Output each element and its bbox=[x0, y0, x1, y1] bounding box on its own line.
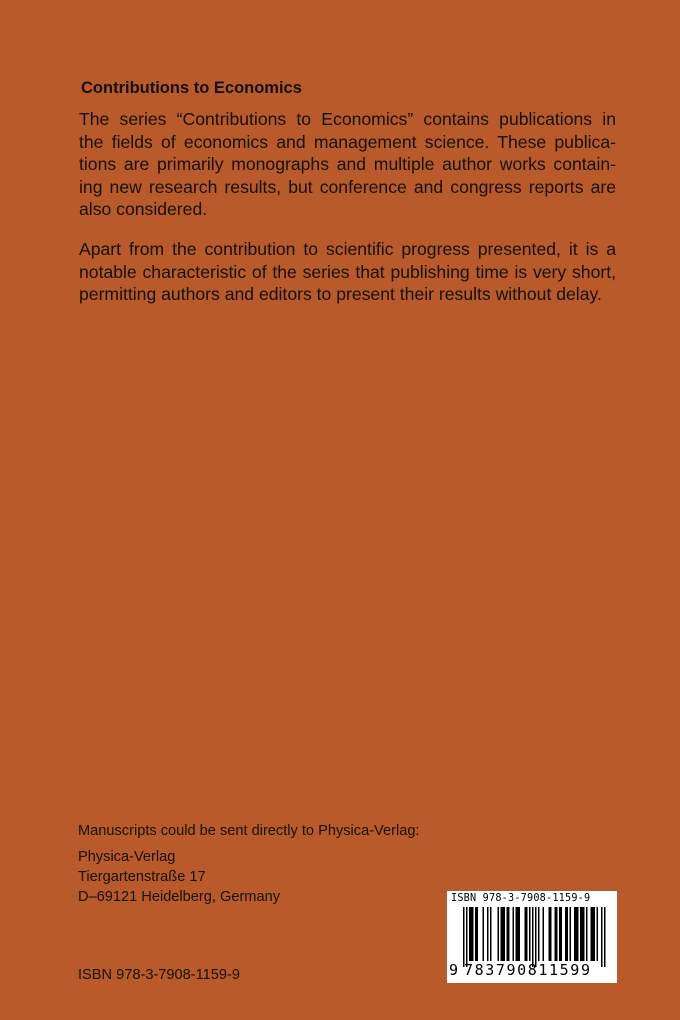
barcode-bar bbox=[592, 907, 594, 961]
barcode-bar bbox=[502, 907, 504, 961]
barcode-bar bbox=[538, 907, 540, 961]
barcode-bar bbox=[487, 907, 489, 961]
barcode-bar bbox=[529, 907, 531, 961]
barcode-guard-bar bbox=[535, 907, 537, 967]
barcode-bar bbox=[586, 907, 588, 961]
barcode-bar bbox=[513, 907, 515, 961]
barcode-bar bbox=[519, 907, 521, 961]
text-line: ing new research results, but conference and congress reports are bbox=[79, 176, 616, 197]
barcode-bar bbox=[526, 907, 528, 961]
barcode-bar bbox=[580, 907, 582, 961]
barcode-bar bbox=[517, 907, 519, 961]
text-line: tions are primarily monographs and multiple author works contain- bbox=[79, 154, 616, 174]
publisher-address bbox=[78, 847, 280, 907]
barcode-bar bbox=[594, 907, 596, 961]
barcode-bar bbox=[555, 907, 557, 961]
text-line: Apart from the contribution to scientific progress presented, it is a bbox=[79, 239, 616, 259]
barcode-bar bbox=[543, 907, 545, 961]
barcode-bar bbox=[525, 907, 527, 961]
barcode-guard-bar bbox=[463, 907, 465, 967]
barcode-bar bbox=[577, 907, 579, 961]
text-line: also considered. bbox=[79, 199, 208, 219]
barcode-bar bbox=[501, 907, 503, 961]
barcode-bar bbox=[576, 907, 578, 961]
text-line: The series “Contributions to Economics” contains publications in bbox=[79, 109, 616, 129]
barcode-bar bbox=[583, 907, 585, 961]
barcode-bar bbox=[483, 907, 485, 961]
barcode-bar bbox=[550, 907, 552, 961]
series-characteristic-paragraph bbox=[79, 238, 616, 306]
barcode-bar bbox=[516, 907, 518, 961]
barcode-bar bbox=[504, 907, 506, 961]
text-line: permitting authors and editors to present their results without delay. bbox=[79, 284, 602, 304]
barcode-bar bbox=[469, 907, 471, 961]
barcode-bar bbox=[567, 907, 569, 961]
barcode-bar bbox=[570, 907, 572, 961]
barcode-guard-bar bbox=[601, 907, 603, 967]
barcode-bar bbox=[559, 907, 561, 961]
barcode-bar bbox=[508, 907, 510, 961]
address-line: Tiergartenstraße 17 bbox=[78, 869, 206, 885]
series-description-paragraph bbox=[79, 108, 616, 221]
barcode-guard-bar bbox=[532, 907, 534, 967]
barcode-guard-bar bbox=[604, 907, 606, 967]
barcode-first-digit: 9 bbox=[449, 961, 459, 979]
manuscripts-note: Manuscripts could be sent directly to Physica-Verlag: bbox=[78, 823, 420, 839]
barcode-bar bbox=[498, 907, 500, 961]
barcode-bar bbox=[507, 907, 509, 961]
address-line: Physica-Verlag bbox=[78, 849, 176, 865]
isbn-barcode bbox=[447, 891, 617, 983]
barcode-bar bbox=[472, 907, 474, 961]
barcode-bar bbox=[565, 907, 567, 961]
address-line: D–69121 Heidelberg, Germany bbox=[78, 889, 280, 905]
barcode-bar bbox=[582, 907, 584, 961]
barcode-bar bbox=[549, 907, 551, 961]
barcode-bar bbox=[597, 907, 599, 961]
barcode-bar bbox=[556, 907, 558, 961]
barcode-bar bbox=[477, 907, 479, 961]
barcode-digit-string: 783790811599 bbox=[464, 961, 592, 979]
barcode-bar bbox=[561, 907, 563, 961]
text-line: notable characteristic of the series that publishing time is very short, bbox=[79, 261, 616, 282]
isbn-label: ISBN 978-3-7908-1159-9 bbox=[78, 967, 240, 983]
barcode-guard-bar bbox=[466, 907, 468, 967]
barcode-bar bbox=[574, 907, 576, 961]
barcode-bar bbox=[490, 907, 492, 961]
barcode-bar bbox=[471, 907, 473, 961]
barcode-isbn-text: ISBN 978-3-7908-1159-9 bbox=[451, 893, 591, 904]
text-line: the fields of economics and management science. These publica- bbox=[79, 131, 616, 152]
barcode-bar bbox=[475, 907, 477, 961]
series-title: Contributions to Economics bbox=[81, 79, 302, 97]
barcode-bar bbox=[591, 907, 593, 961]
